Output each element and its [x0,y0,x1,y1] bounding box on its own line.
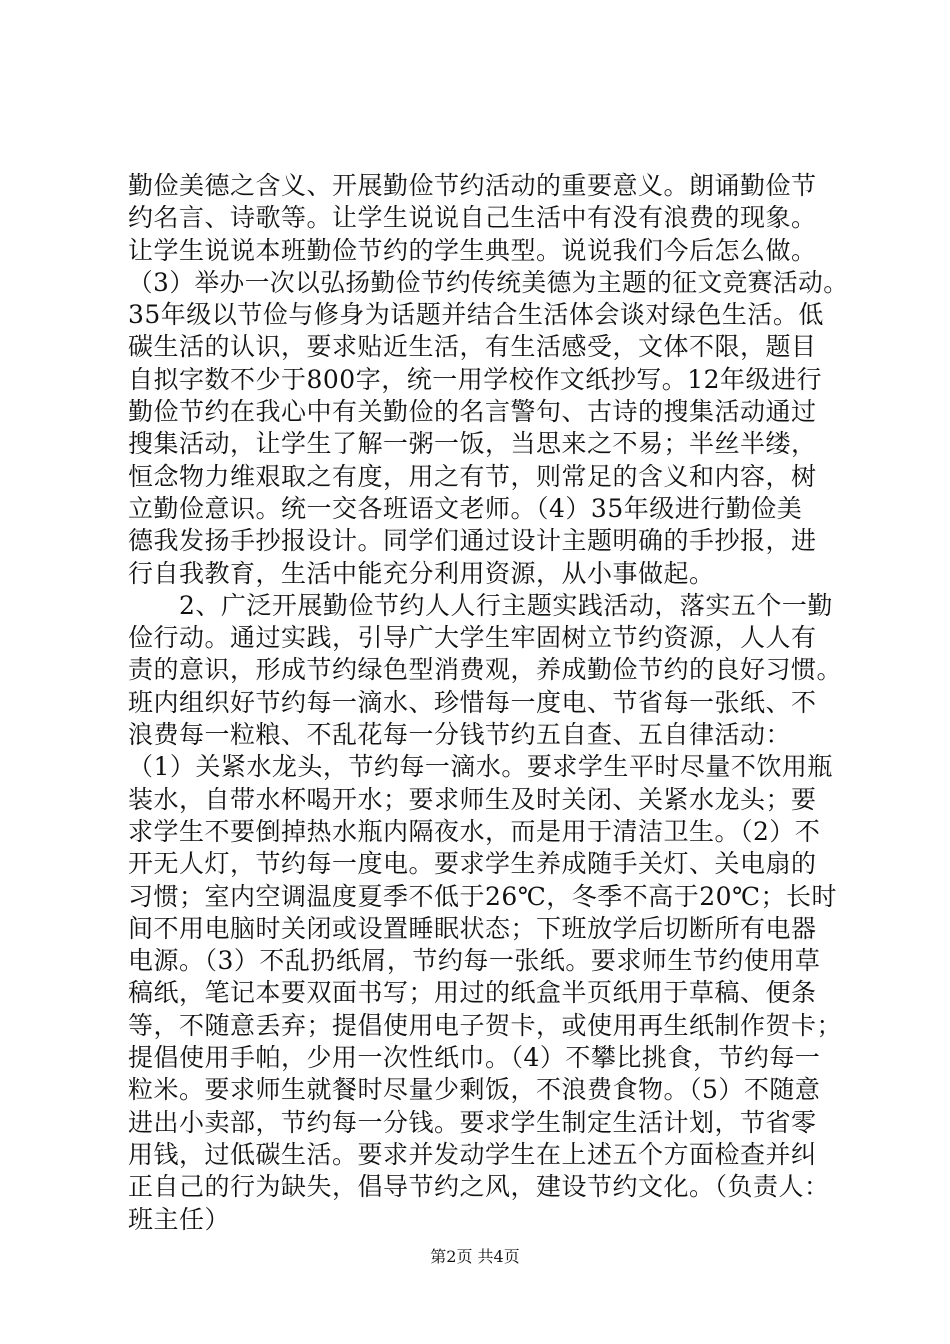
body-text-line: 立勤俭意识。统一交各班语文老师。（4）35年级进行勤俭美 [128,493,803,523]
body-text-line: 用钱，过低碳生活。要求并发动学生在上述五个方面检查并纠 [128,1139,817,1169]
body-text-line: 35年级以节俭与修身为话题并结合生活体会谈对绿色生活。低 [128,300,824,330]
body-text-line: （3）举办一次以弘扬勤俭节约传统美德为主题的征文竞赛活动。 [128,267,849,297]
body-text-line: 电源。（3）不乱扔纸屑，节约每一张纸。要求师生节约使用草 [128,946,821,976]
body-text-line: 班主任） [128,1204,231,1234]
body-text-line: 开无人灯，节约每一度电。要求学生养成随手关灯、关电扇的 [128,849,817,879]
body-text-line: 约名言、诗歌等。让学生说说自己生活中有没有浪费的现象。 [128,203,817,233]
body-text-line: 粒米。要求师生就餐时尽量少剩饭，不浪费食物。（5）不随意 [128,1075,821,1105]
body-text-line: 责的意识，形成节约绿色型消费观，养成勤俭节约的良好习惯。 [128,655,843,685]
body-text-line: 2、广泛开展勤俭节约人人行主题实践活动，落实五个一勤 [128,590,833,620]
body-text-line: 提倡使用手帕，少用一次性纸巾。（4）不攀比挑食，节约每一 [128,1043,821,1073]
body-text-line: 行自我教育，生活中能充分利用资源，从小事做起。 [128,558,715,588]
body-text-line: 俭行动。通过实践，引导广大学生牢固树立节约资源，人人有 [128,623,817,653]
body-text-line: 等，不随意丢弃；提倡使用电子贺卡，或使用再生纸制作贺卡； [128,1010,843,1040]
body-text-line: 勤俭美德之含义、开展勤俭节约活动的重要意义。朗诵勤俭节 [128,171,817,200]
body-text-line: 间不用电脑时关闭或设置睡眠状态；下班放学后切断所有电器 [128,913,817,943]
page-footer: 第2页 共4页 [430,1247,520,1266]
document-body [128,170,848,1236]
body-text-line: 勤俭节约在我心中有关勤俭的名言警句、古诗的搜集活动通过 [128,397,817,427]
body-text-line: 求学生不要倒掉热水瓶内隔夜水，而是用于清洁卫生。（2）不 [128,816,821,846]
body-text-line: 搜集活动，让学生了解一粥一饭，当思来之不易；半丝半缕， [128,429,817,459]
body-text-line: 稿纸，笔记本要双面书写；用过的纸盒半页纸用于草稿、便条 [128,978,817,1008]
body-text-line: 浪费每一粒粮、不乱花每一分钱节约五自查、五自律活动： [128,720,792,750]
body-text-line: 装水，自带水杯喝开水；要求师生及时关闭、关紧水龙头；要 [128,784,817,814]
body-text-line: 班内组织好节约每一滴水、珍惜每一度电、节省每一张纸、不 [128,687,817,717]
body-text-line: 恒念物力维艰取之有度，用之有节，则常足的含义和内容，树 [128,461,817,491]
body-text-line: （1）关紧水龙头，节约每一滴水。要求学生平时尽量不饮用瓶 [128,752,833,782]
body-text-line: 习惯；室内空调温度夏季不低于26℃，冬季不高于20℃；长时 [128,881,838,911]
body-text-line: 让学生说说本班勤俭节约的学生典型。说说我们今后怎么做。 [128,235,817,265]
body-text-line: 德我发扬手抄报设计。同学们通过设计主题明确的手抄报，进 [128,526,817,556]
body-text-line: 自拟字数不少于800字，统一用学校作文纸抄写。12年级进行 [128,364,823,394]
body-text-line: 碳生活的认识，要求贴近生活，有生活感受，文体不限，题目 [128,332,817,362]
body-text-line: 进出小卖部，节约每一分钱。要求学生制定生活计划，节省零 [128,1107,817,1137]
body-text-line: 正自己的行为缺失，倡导节约之风，建设节约文化。（负责人： [128,1172,830,1202]
